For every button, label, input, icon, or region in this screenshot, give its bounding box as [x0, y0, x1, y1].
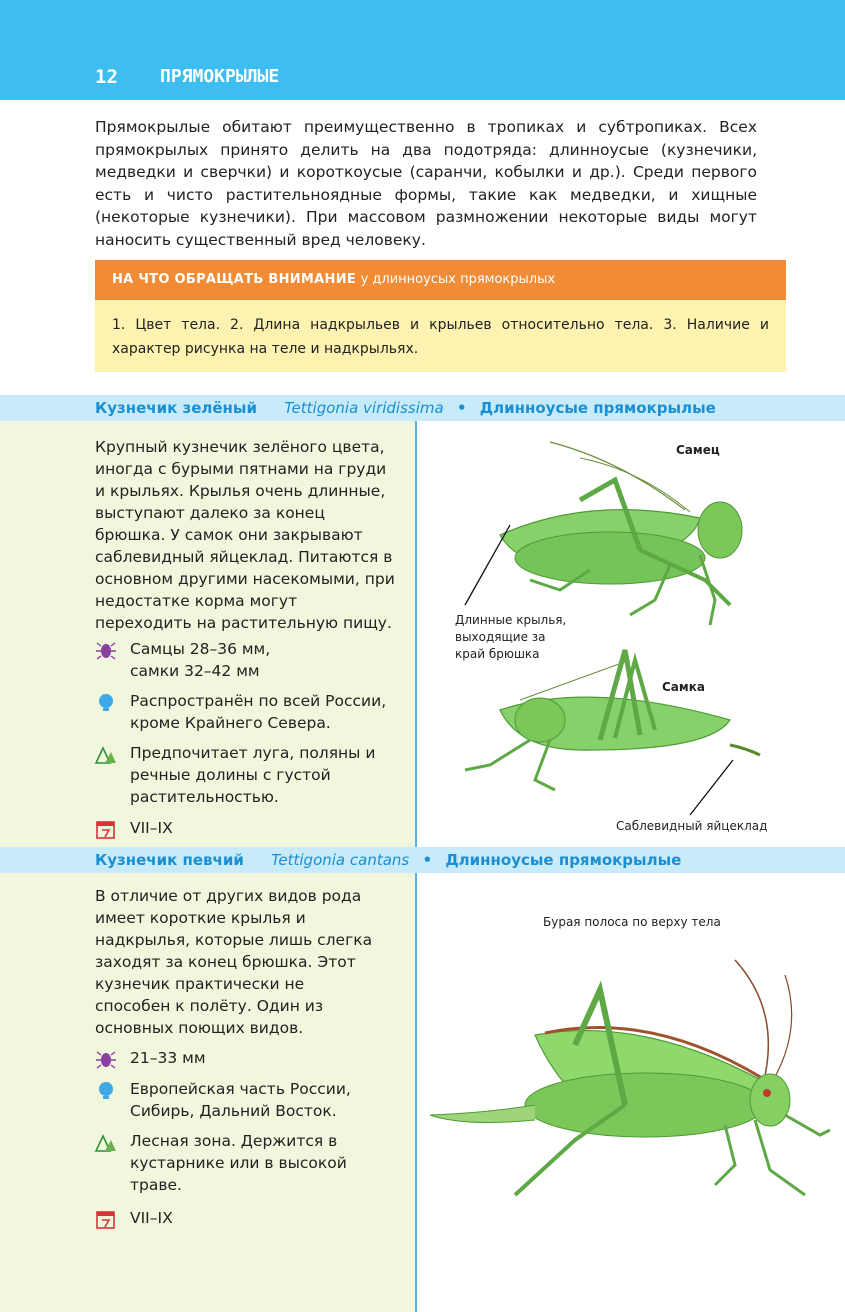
habitat-landscape-icon	[95, 1132, 117, 1152]
species-latin: Tettigonia cantans	[271, 851, 410, 869]
separator-dot: •	[456, 399, 467, 417]
species-group: Длинноусые прямокрылые	[479, 399, 716, 417]
beetle-size-icon	[95, 1049, 117, 1069]
size-text: 21–33 мм	[130, 1049, 206, 1067]
season-text: VII–IX	[130, 819, 173, 837]
calendar-season-icon	[95, 1209, 117, 1229]
size-text: Самцы 28–36 мм, самки 32–42 мм	[130, 640, 271, 680]
fact-size	[95, 1047, 395, 1069]
label-male: Самец	[676, 443, 720, 457]
fact-habitat	[95, 1130, 395, 1196]
globe-range-icon	[95, 1080, 117, 1100]
range-text: Распространён по всей России, кроме Крайнего Севера.	[130, 692, 387, 732]
fact-season	[95, 1207, 395, 1229]
species-name: Кузнечик зелёный	[95, 399, 257, 417]
section-title: ПРЯМОКРЫЛЫЕ	[160, 66, 280, 87]
habitat-text: Лесная зона. Держится в кустарнике или в высокой траве.	[130, 1132, 347, 1194]
habitat-text: Предпочитает луга, поляны и речные долины с густой растительностью.	[130, 744, 376, 806]
species-latin: Tettigonia viridissima	[284, 399, 444, 417]
intro-paragraph: Прямокрылые обитают преимущественно в тропиках и субтропиках. Всех прямокрылых принято делить на два подотряда: длинноусые (кузнечики, медведки и сверчки) и короткоусые (саранчи, кобылки и др.). Среди первого есть и чисто растительноядные формы, такие как медведки, и хищные (некоторые кузнечики). При массовом размножении некоторые виды могут наносить существенный вред человеку.	[95, 118, 757, 249]
note-body: 1. Цвет тела. 2. Длина надкрыльев и крыльев относительно тела. 3. Наличие и характер рисунка на теле и надкрыльях.	[95, 300, 786, 372]
page-number: 12	[95, 66, 118, 88]
singing-grasshopper-illustration	[425, 955, 835, 1205]
species-name: Кузнечик певчий	[95, 851, 244, 869]
separator-dot: •	[422, 851, 433, 869]
fact-range	[95, 1078, 395, 1122]
species-2-description: В отличие от других видов рода имеет короткие крылья и надкрылья, которые лишь слегка заходят за конец брюшка. Этот кузнечик практически не способен к полёту. Один из основных поющих видов.	[95, 887, 373, 1037]
note-heading-caps: НА ЧТО ОБРАЩАТЬ ВНИМАНИЕ	[112, 272, 357, 287]
species-group: Длинноусые прямокрылые	[445, 851, 682, 869]
label-female: Самка	[662, 680, 705, 694]
label-brown-stripe: Бурая полоса по верху тела	[543, 915, 721, 929]
label-long-wings: Длинные крылья, выходящие за край брюшка	[455, 613, 567, 661]
range-text: Европейская часть России, Сибирь, Дальний Восток.	[130, 1080, 351, 1120]
season-text: VII–IX	[130, 1209, 173, 1227]
species-1-description: Крупный кузнечик зелёного цвета, иногда с бурыми пятнами на груди и крыльях. Крылья очень длинные, выступают далеко за конец брюшка. У самок они закрывают саблевидный яйцеклад. Питаются в основном другими насекомыми, при недостатке корма могут переходить на растительную пищу.	[95, 438, 395, 632]
species-band-2	[0, 847, 845, 873]
note-heading-rest: у длинноусых прямокрылых	[360, 272, 556, 287]
label-ovipositor: Саблевидный яйцеклад	[616, 819, 768, 833]
